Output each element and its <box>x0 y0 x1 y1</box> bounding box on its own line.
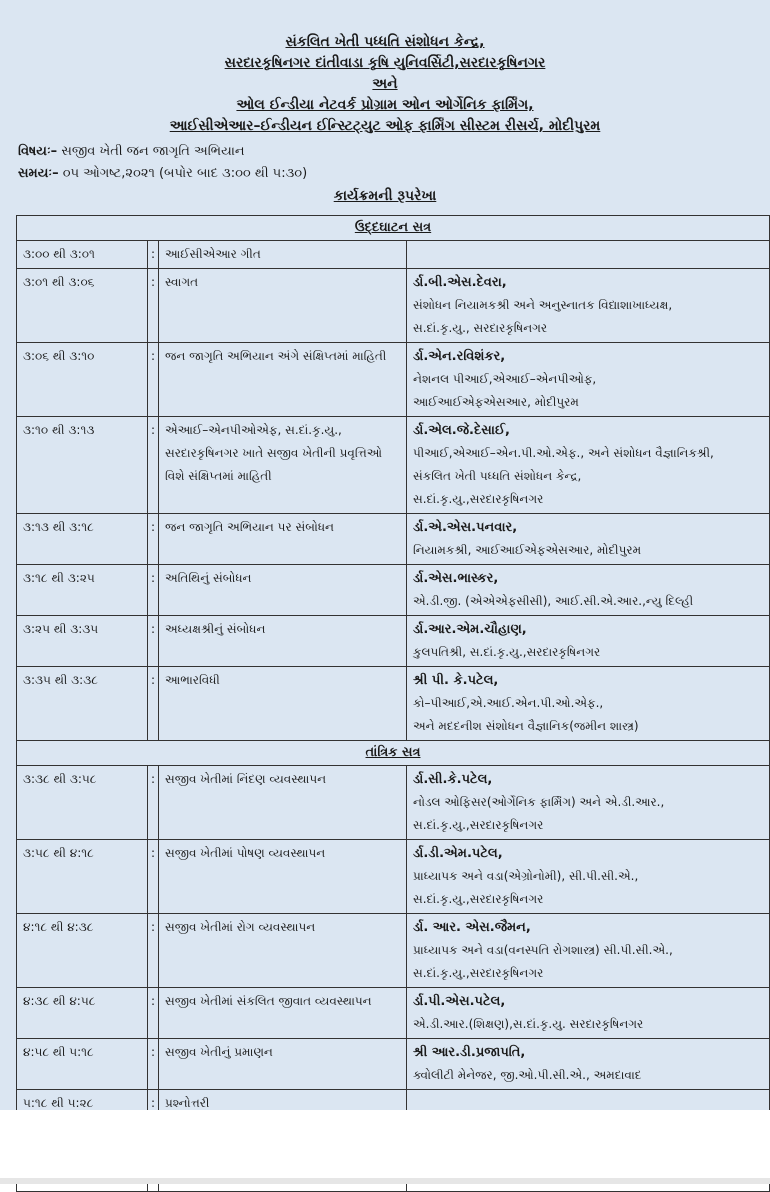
section-title-technical: તાંત્રિક સત્ર <box>17 741 770 766</box>
row-colon: : <box>148 565 159 616</box>
speaker-detail: પીઆઈ,એઆઈ–એન.પી.ઓ.એફ., અને સંશોધન વૈજ્ઞાનિકશ્રી, <box>413 446 714 460</box>
row-activity: એઆઈ–એનપીઓએફ, સ.દાં.કૃ.યુ., સરદારકૃષિનગર ખાતે સજીવ ખેતીની પ્રવૃત્તિઓ વિશે સંક્ષિપ્તમાં માહિતી <box>159 417 407 514</box>
speaker-detail: અને મદદનીશ સંશોધન વૈજ્ઞાનિક(જમીન શાસ્ત્ર) <box>413 719 639 733</box>
row-activity: પ્રશ્નોત્તરી <box>159 1090 407 1118</box>
row-colon: : <box>148 914 159 988</box>
row-speaker <box>407 269 770 343</box>
row-activity: જન જાગૃતિ અભિયાન પર સંબોધન <box>159 514 407 565</box>
document-header <box>0 0 770 137</box>
schedule-row <box>17 667 770 741</box>
row-time: ૩:૧૦ થી ૩:૧૩ <box>17 417 148 514</box>
row-speaker <box>407 241 770 269</box>
row-speaker <box>407 417 770 514</box>
row-speaker <box>407 1039 770 1090</box>
header-line-1: સંકલિત ખેતી પધ્ધતિ સંશોધન કેન્દ્ર, <box>285 34 485 50</box>
schedule-row <box>17 565 770 616</box>
row-time: ૩:૩૫ થી ૩:૩૮ <box>17 667 148 741</box>
schedule-row <box>17 1039 770 1090</box>
speaker-detail: સ.દાં.કૃ.યુ., સરદારકૃષિનગર <box>413 321 548 335</box>
row-colon: : <box>148 269 159 343</box>
row-time: ૫:૧૮ થી ૫:૨૮ <box>17 1090 148 1118</box>
row-colon: : <box>148 840 159 914</box>
schedule-row <box>17 766 770 840</box>
row-colon: : <box>148 514 159 565</box>
header-line-2: સરદારકૃષિનગર દાંતીવાડા કૃષિ યુનિવર્સિટી,સરદારકૃષિનગર <box>224 55 546 71</box>
bottom-bar <box>0 1178 770 1184</box>
row-speaker <box>407 616 770 667</box>
speaker-detail: સંકલિત ખેતી પધ્ધતિ સંશોધન કેન્દ્ર, <box>413 469 582 483</box>
row-activity: સ્વાગત <box>159 269 407 343</box>
meta-block <box>18 141 770 185</box>
speaker-name: ર્ડા.ડી.એમ.પટેલ, <box>413 846 503 861</box>
schedule-row <box>17 616 770 667</box>
row-time: ૩:૦૦ થી ૩:૦૧ <box>17 241 148 269</box>
row-time: ૩:૦૬ થી ૩:૧૦ <box>17 343 148 417</box>
speaker-detail: પ્રાધ્યાપક અને વડા(એગ્રોનોમી), સી.પી.સી.એ., <box>413 869 639 883</box>
row-colon: : <box>148 343 159 417</box>
row-activity: સજીવ ખેતીમાં પોષણ વ્યવસ્થાપન <box>159 840 407 914</box>
schedule-row <box>17 514 770 565</box>
speaker-detail: સ.દાં.કૃ.યુ.,સરદારકૃષિનગર <box>413 492 544 506</box>
row-activity: જન જાગૃતિ અભિયાન અંગે સંક્ષિપ્તમાં માહિતી <box>159 343 407 417</box>
row-time: ૩:૧૩ થી ૩:૧૮ <box>17 514 148 565</box>
speaker-detail: નિયામકશ્રી, આઈઆઈએફએસઆર, મોદીપુરમ <box>413 543 642 557</box>
section-title-inaugural: ઉદ્દઘાટન સત્ર <box>17 216 770 241</box>
speaker-detail: પ્રાધ્યાપક અને વડા(વનસ્પતિ રોગશાસ્ત્ર) સી.પી.સી.એ., <box>413 943 673 957</box>
outline-title: કાર્યક્રમની રૂપરેખા <box>333 188 437 204</box>
speaker-detail: નોડલ ઓફિસર(ઓર્ગેનિક ફાર્મિંગ) અને એ.ડી.આર., <box>413 795 665 809</box>
speaker-name: શ્રી પી. કે.પટેલ, <box>413 673 499 688</box>
row-speaker <box>407 914 770 988</box>
speaker-detail: સ.દાં.કૃ.યુ.,સરદારકૃષિનગર <box>413 818 544 832</box>
row-speaker <box>407 343 770 417</box>
schedule-row <box>17 988 770 1039</box>
bottom-strip <box>0 1110 770 1184</box>
row-colon: : <box>148 241 159 269</box>
row-time: ૩:૩૮ થી ૩:૫૮ <box>17 766 148 840</box>
row-activity: અતિથિનું સંબોધન <box>159 565 407 616</box>
speaker-detail: સ.દાં.કૃ.યુ.,સરદારકૃષિનગર <box>413 966 544 980</box>
speaker-detail: નેશનલ પીઆઈ,એઆઈ–એનપીઓફ, <box>413 372 597 386</box>
row-time: ૩:૨૫ થી ૩:૩૫ <box>17 616 148 667</box>
schedule-row <box>17 840 770 914</box>
speaker-detail: કુલપતિશ્રી, સ.દાં.કૃ.યુ.,સરદારકૃષિનગર <box>413 645 601 659</box>
schedule-row <box>17 914 770 988</box>
speaker-name: ર્ડા.એ.એસ.પનવાર, <box>413 520 518 535</box>
subject-line <box>18 141 770 163</box>
row-activity: આઈસીએઆર ગીત <box>159 241 407 269</box>
speaker-detail: સંશોધન નિયામકશ્રી અને અનુસ્નાતક વિદ્યાશાખાધ્યક્ષ, <box>413 298 673 312</box>
row-time: ૩:૫૮ થી ૪:૧૮ <box>17 840 148 914</box>
row-speaker <box>407 565 770 616</box>
speaker-detail: કો–પીઆઈ,એ.આઈ.એન.પી.ઓ.એફ., <box>413 696 604 710</box>
speaker-name: ર્ડા. આર. એસ.જૈમન, <box>413 920 531 935</box>
subject-label: વિષયઃ– <box>18 144 58 159</box>
speaker-name: ર્ડા.સી.કે.પટેલ, <box>413 772 493 787</box>
row-time: ૩:૧૮ થી ૩:૨૫ <box>17 565 148 616</box>
time-value: ૦૫ ઓગષ્ટ,૨૦૨૧ (બપોર બાદ ૩:૦૦ થી ૫:૩૦) <box>62 166 308 181</box>
speaker-name: ર્ડા.એસ.ભાસ્કર, <box>413 571 499 586</box>
time-label: સમયઃ– <box>18 166 59 181</box>
row-colon: : <box>148 1090 159 1118</box>
row-activity: અધ્યક્ષશ્રીનું સંબોધન <box>159 616 407 667</box>
row-time: ૪:૫૮ થી ૫:૧૮ <box>17 1039 148 1090</box>
row-colon: : <box>148 766 159 840</box>
speaker-detail: એ.ડી.આર.(શિક્ષણ),સ.દાં.કૃ.યુ. સરદારકૃષિનગર <box>413 1017 644 1031</box>
section-row-technical <box>17 741 770 766</box>
row-speaker <box>407 667 770 741</box>
section-row-inaugural <box>17 216 770 241</box>
speaker-detail: એ.ડી.જી. (એએએફસીસી), આઈ.સી.એ.આર.,ન્યુ દિલ્હી <box>413 594 694 608</box>
row-colon: : <box>148 417 159 514</box>
header-line-5: આઈસીએઆર–ઈન્ડીયન ઈન્સ્ટિટ્યુટ ઓફ ફાર્મિંગ સીસ્ટમ રીસર્ચ, મોદીપુરમ <box>169 118 601 134</box>
subject-value: સજીવ ખેતી જન જાગૃતિ અભિયાન <box>61 144 245 159</box>
speaker-name: ર્ડા.પી.એસ.પટેલ, <box>413 994 506 1009</box>
header-line-4: ઓલ ઈન્ડીયા નેટવર્ક પ્રોગ્રામ ઓન ઓર્ગેનિક ફાર્મિંગ, <box>236 97 534 113</box>
schedule-row <box>17 241 770 269</box>
speaker-name: ર્ડા.એલ.જે.દેસાઈ, <box>413 423 510 438</box>
schedule-table <box>16 215 770 1192</box>
row-time: ૪:૧૮ થી ૪:૩૮ <box>17 914 148 988</box>
time-line <box>18 163 770 185</box>
row-activity: સજીવ ખેતીનું પ્રમાણન <box>159 1039 407 1090</box>
speaker-detail: આઈઆઈએફએસઆર, મોદીપુરમ <box>413 395 579 409</box>
row-speaker <box>407 840 770 914</box>
row-time: ૪:૩૮ થી ૪:૫૮ <box>17 988 148 1039</box>
row-speaker <box>407 514 770 565</box>
row-time: ૩:૦૧ થી ૩:૦૬ <box>17 269 148 343</box>
header-line-3: અને <box>372 76 398 92</box>
row-colon: : <box>148 667 159 741</box>
row-colon: : <box>148 1039 159 1090</box>
row-activity: સજીવ ખેતીમાં રોગ વ્યવસ્થાપન <box>159 914 407 988</box>
speaker-name: શ્રી આર.ડી.પ્રજાપતિ, <box>413 1045 526 1060</box>
row-colon: : <box>148 988 159 1039</box>
row-activity: સજીવ ખેતીમાં નિંદણ વ્યવસ્થાપન <box>159 766 407 840</box>
schedule-row <box>17 343 770 417</box>
speaker-detail: ક્વોલીટી મેનેજર, જી.ઓ.પી.સી.એ., અમદાવાદ <box>413 1068 642 1082</box>
row-activity: આભારવિધી <box>159 667 407 741</box>
row-colon: : <box>148 616 159 667</box>
speaker-name: ર્ડા.બી.એસ.દેવરા, <box>413 275 507 290</box>
row-speaker <box>407 766 770 840</box>
speaker-detail: સ.દાં.કૃ.યુ.,સરદારકૃષિનગર <box>413 892 544 906</box>
speaker-name: ર્ડા.એન.રવિશંકર, <box>413 349 506 364</box>
schedule-row <box>17 417 770 514</box>
row-speaker <box>407 988 770 1039</box>
speaker-name: ર્ડા.આર.એમ.ચૌહાણ, <box>413 622 527 637</box>
row-activity: સજીવ ખેતીમાં સંકલિત જીવાત વ્યવસ્થાપન <box>159 988 407 1039</box>
schedule-row <box>17 269 770 343</box>
